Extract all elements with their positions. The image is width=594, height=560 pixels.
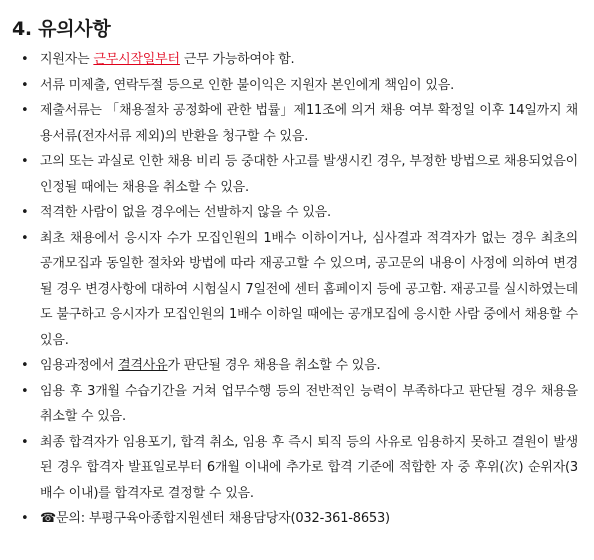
item-text: 최초 채용에서 응시자 수가 모집인원의 1배수 이하이거나, 심사결과 적격자가 없는 경우 최초의 공개모집과 동일한 절차와 방법에 따라 재공고할 수 있으며, 공고문의 내용이 사정에 의하여 변경될 경우 변경사항에 대하여 시험실시 7일전에 센터 홈페이지 등에 공고함. 재공고를 실시하였는데도 불구하고 응시자가 모집인원의 1배수 이하일 때에는 공개모집에 응시한 사람 중에서 채용할 수 있음. bbox=[40, 230, 578, 348]
section-title: 유의사항 bbox=[38, 18, 111, 40]
phone-icon: ☎ bbox=[40, 511, 56, 526]
item-text: 근무 가능하여야 함. bbox=[179, 52, 295, 67]
bullet-icon: • bbox=[21, 52, 29, 67]
list-item bbox=[12, 226, 578, 354]
item-text: 지원자는 bbox=[40, 52, 94, 67]
item-text: 적격한 사람이 없을 경우에는 선발하지 않을 수 있음. bbox=[40, 205, 331, 220]
bullet-icon: • bbox=[21, 154, 29, 169]
list-item bbox=[12, 379, 578, 430]
bullet-icon: • bbox=[21, 230, 29, 246]
bullet-icon: • bbox=[21, 205, 29, 220]
item-text: 고의 또는 과실로 인한 채용 비리 등 중대한 사고를 발생시킨 경우, 부정한 방법으로 채용되었음이 인정될 때에는 채용을 취소할 수 있음. bbox=[40, 154, 578, 195]
notice-list bbox=[12, 47, 578, 532]
bullet-icon: • bbox=[21, 103, 29, 118]
bullet-icon: • bbox=[21, 511, 29, 526]
list-item bbox=[12, 430, 578, 507]
list-item bbox=[12, 98, 578, 149]
bullet-icon: • bbox=[21, 77, 29, 93]
list-item bbox=[12, 200, 578, 226]
bullet-icon: • bbox=[21, 358, 29, 373]
list-item bbox=[12, 149, 578, 200]
item-text: 서류 미제출, 연락두절 등으로 인한 불이익은 지원자 본인에게 책임이 있음. bbox=[40, 77, 454, 93]
list-item bbox=[12, 353, 578, 379]
contact-text: 문의: 부평구육아종합지원센터 채용담당자(032-361-8653) bbox=[56, 511, 390, 526]
section-number: 4. bbox=[12, 18, 32, 40]
item-text: 제출서류는 「채용절차 공정화에 관한 법률」제11조에 의거 채용 여부 확정일 이후 14일까지 채용서류(전자서류 제외)의 반환을 청구할 수 있음. bbox=[40, 103, 578, 144]
disqualification-underline: 결격사유 bbox=[118, 358, 168, 373]
section-heading bbox=[12, 14, 578, 41]
list-item bbox=[12, 47, 578, 73]
list-item bbox=[12, 73, 578, 99]
item-text: 임용과정에서 bbox=[40, 358, 119, 373]
bullet-icon: • bbox=[21, 383, 29, 399]
start-date-highlight: 근무시작일부터 bbox=[93, 52, 180, 67]
contact-line bbox=[12, 506, 578, 532]
item-text: 가 판단될 경우 채용을 취소할 수 있음. bbox=[167, 358, 381, 373]
bullet-icon: • bbox=[21, 434, 29, 450]
item-text: 최종 합격자가 임용포기, 합격 취소, 임용 후 즉시 퇴직 등의 사유로 임용하지 못하고 결원이 발생된 경우 합격자 발표일로부터 6개월 이내에 추가로 합격 기준에 적합한 자 중 후위(次) 순위자(3배수 이내)를 합격자로 결정할 수 있음. bbox=[40, 434, 578, 501]
item-text: 임용 후 3개월 수습기간을 거쳐 업무수행 등의 전반적인 능력이 부족하다고 판단될 경우 채용을 취소할 수 있음. bbox=[40, 383, 578, 424]
